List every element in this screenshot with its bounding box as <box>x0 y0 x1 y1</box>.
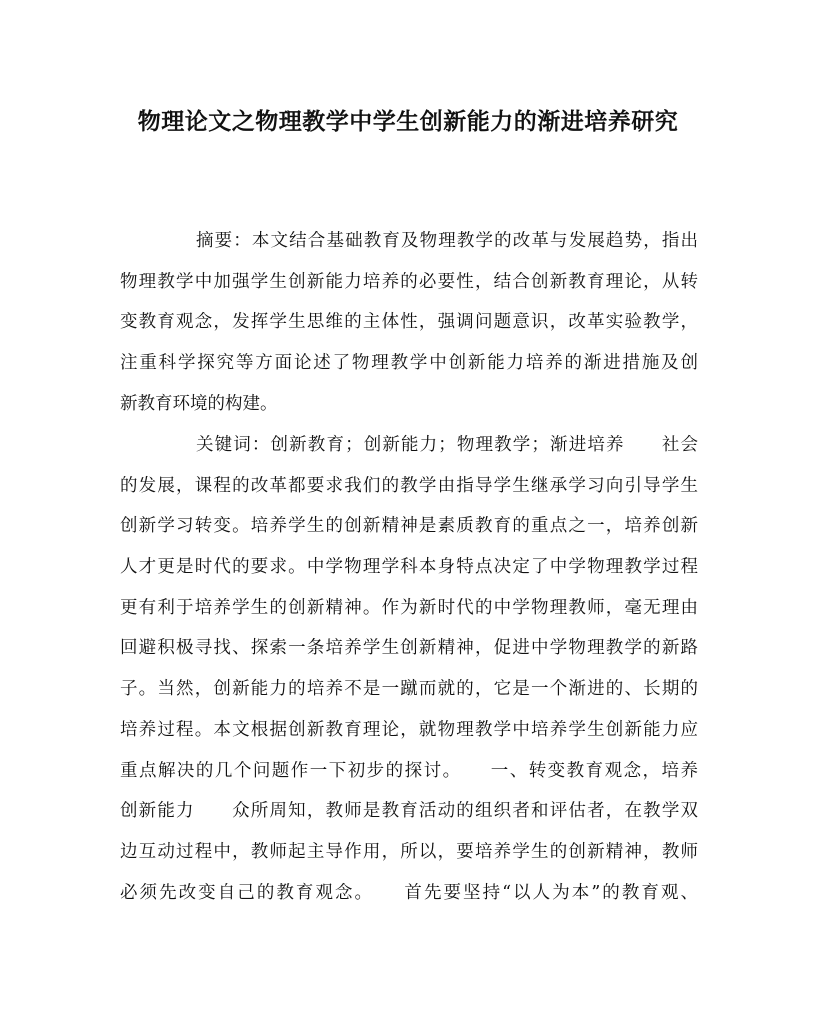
body-line: 边互动过程中，教师起主导作用，所以，要培养学生的创新精神，教师 <box>120 841 698 862</box>
abstract-line: 变教育观念，发挥学生思维的主体性，强调问题意识，改革实验教学， <box>120 312 698 333</box>
body-paragraph <box>120 425 698 913</box>
body-line: 更有利于培养学生的创新精神。作为新时代的中学物理教师，毫无理由 <box>120 597 698 618</box>
body-line: 创新能力 众所周知，教师是教育活动的组织者和评估者，在教学双 <box>120 801 698 822</box>
abstract-line: 注重科学探究等方面论述了物理教学中创新能力培养的渐进措施及创 <box>120 353 698 374</box>
body-line: 的发展，课程的改革都要求我们的教学由指导学生继承学习向引导学生 <box>120 475 698 496</box>
body-line: 创新学习转变。培养学生的创新精神是素质教育的重点之一，培养创新 <box>120 516 698 537</box>
abstract-paragraph <box>120 221 698 424</box>
abstract-line: 新教育环境的构建。 <box>120 393 278 414</box>
body-line: 回避积极寻找、探索一条培养学生创新精神，促进中学物理教学的新路 <box>120 638 698 659</box>
body-line: 重点解决的几个问题作一下初步的探讨。 一、转变教育观念，培养 <box>120 760 698 781</box>
body-line: 培养过程。本文根据创新教育理论，就物理教学中培养学生创新能力应 <box>120 719 698 740</box>
abstract-line: 物理教学中加强学生创新能力培养的必要性，结合创新教育理论，从转 <box>120 271 698 292</box>
keywords-line: 关键词：创新教育；创新能力；物理教学；渐进培养 社会 <box>196 435 698 455</box>
document-title: 物理论文之物理教学中学生创新能力的渐进培养研究 <box>137 108 679 135</box>
abstract-line: 摘要：本文结合基础教育及物理教学的改革与发展趋势，指出 <box>196 231 698 251</box>
body-line: 子。当然，创新能力的培养不是一蹴而就的，它是一个渐进的、长期的 <box>120 679 698 700</box>
body-line: 人才更是时代的要求。中学物理学科本身特点决定了中学物理教学过程 <box>120 557 698 578</box>
body-line: 必须先改变自己的教育观念。 首先要坚持“以人为本”的教育观、 <box>120 882 698 903</box>
